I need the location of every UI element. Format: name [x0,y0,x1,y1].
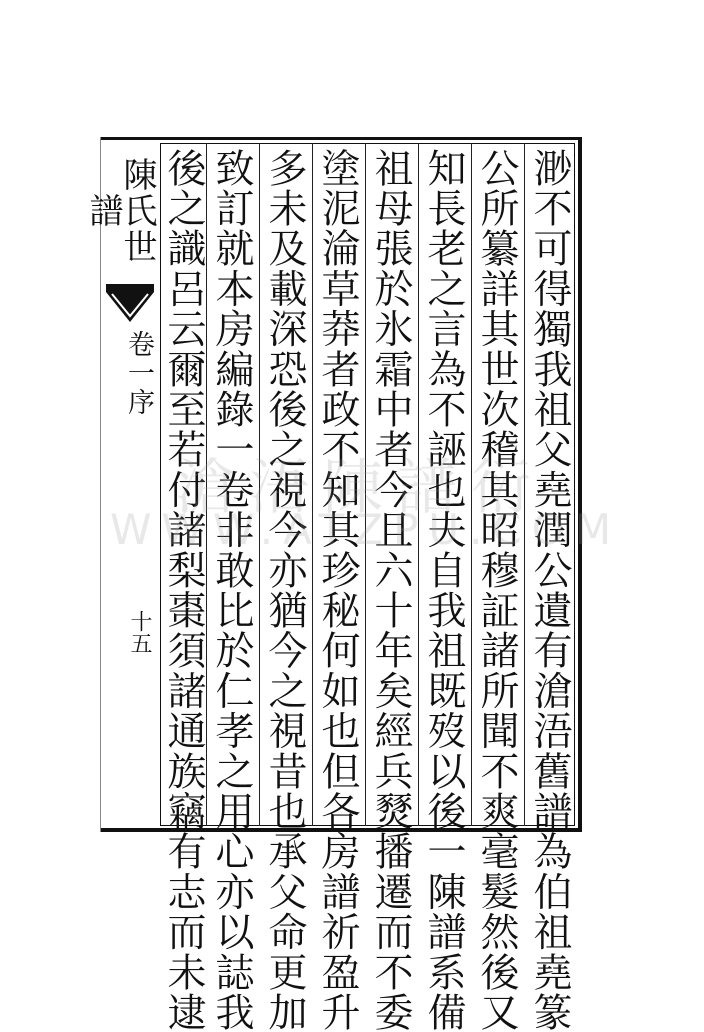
text-column-7: 致訂就本房編錄一卷非敢比於仁孝之用心亦以誌我 [209,148,254,1032]
watermark-text: 滄浯陳譜衍 [175,453,545,523]
text-column-6: 多未及載深恐後之視今亦猶今之視昔也承父命更加 [262,148,307,1032]
chapter-label: 卷一序 [123,330,154,417]
text-column-8: 後之識呂云爾至若付諸梨棗須諸通族竊有志而未逮 [161,148,206,1032]
text-column-2: 公所纂詳其世次稽其昭穆証諸所聞不爽毫髮然後又 [474,148,519,1032]
text-column-5: 塗泥淪草莽者政不知其珍秘何如也但各房譜祈盈升 [315,148,360,1032]
page-number: 十五 [127,610,152,654]
watermark-url: WWW.ATZPU.COM [110,505,622,554]
text-column-3: 知長老之言為不誣也夫自我祖既歿以後一陳譜系備 [421,148,466,1032]
book-title: 陳氏世譜 [83,156,157,265]
text-column-4: 祖母張於氷霜中者今且六十年矣經兵燹播遷而不委 [368,148,413,1032]
text-column-1: 渺不可得獨我祖父堯潤公遺有滄浯舊譜為伯祖堯篆 [527,148,572,1032]
sheet-edge [100,137,101,832]
fishtail-ornament-icon [104,282,156,324]
